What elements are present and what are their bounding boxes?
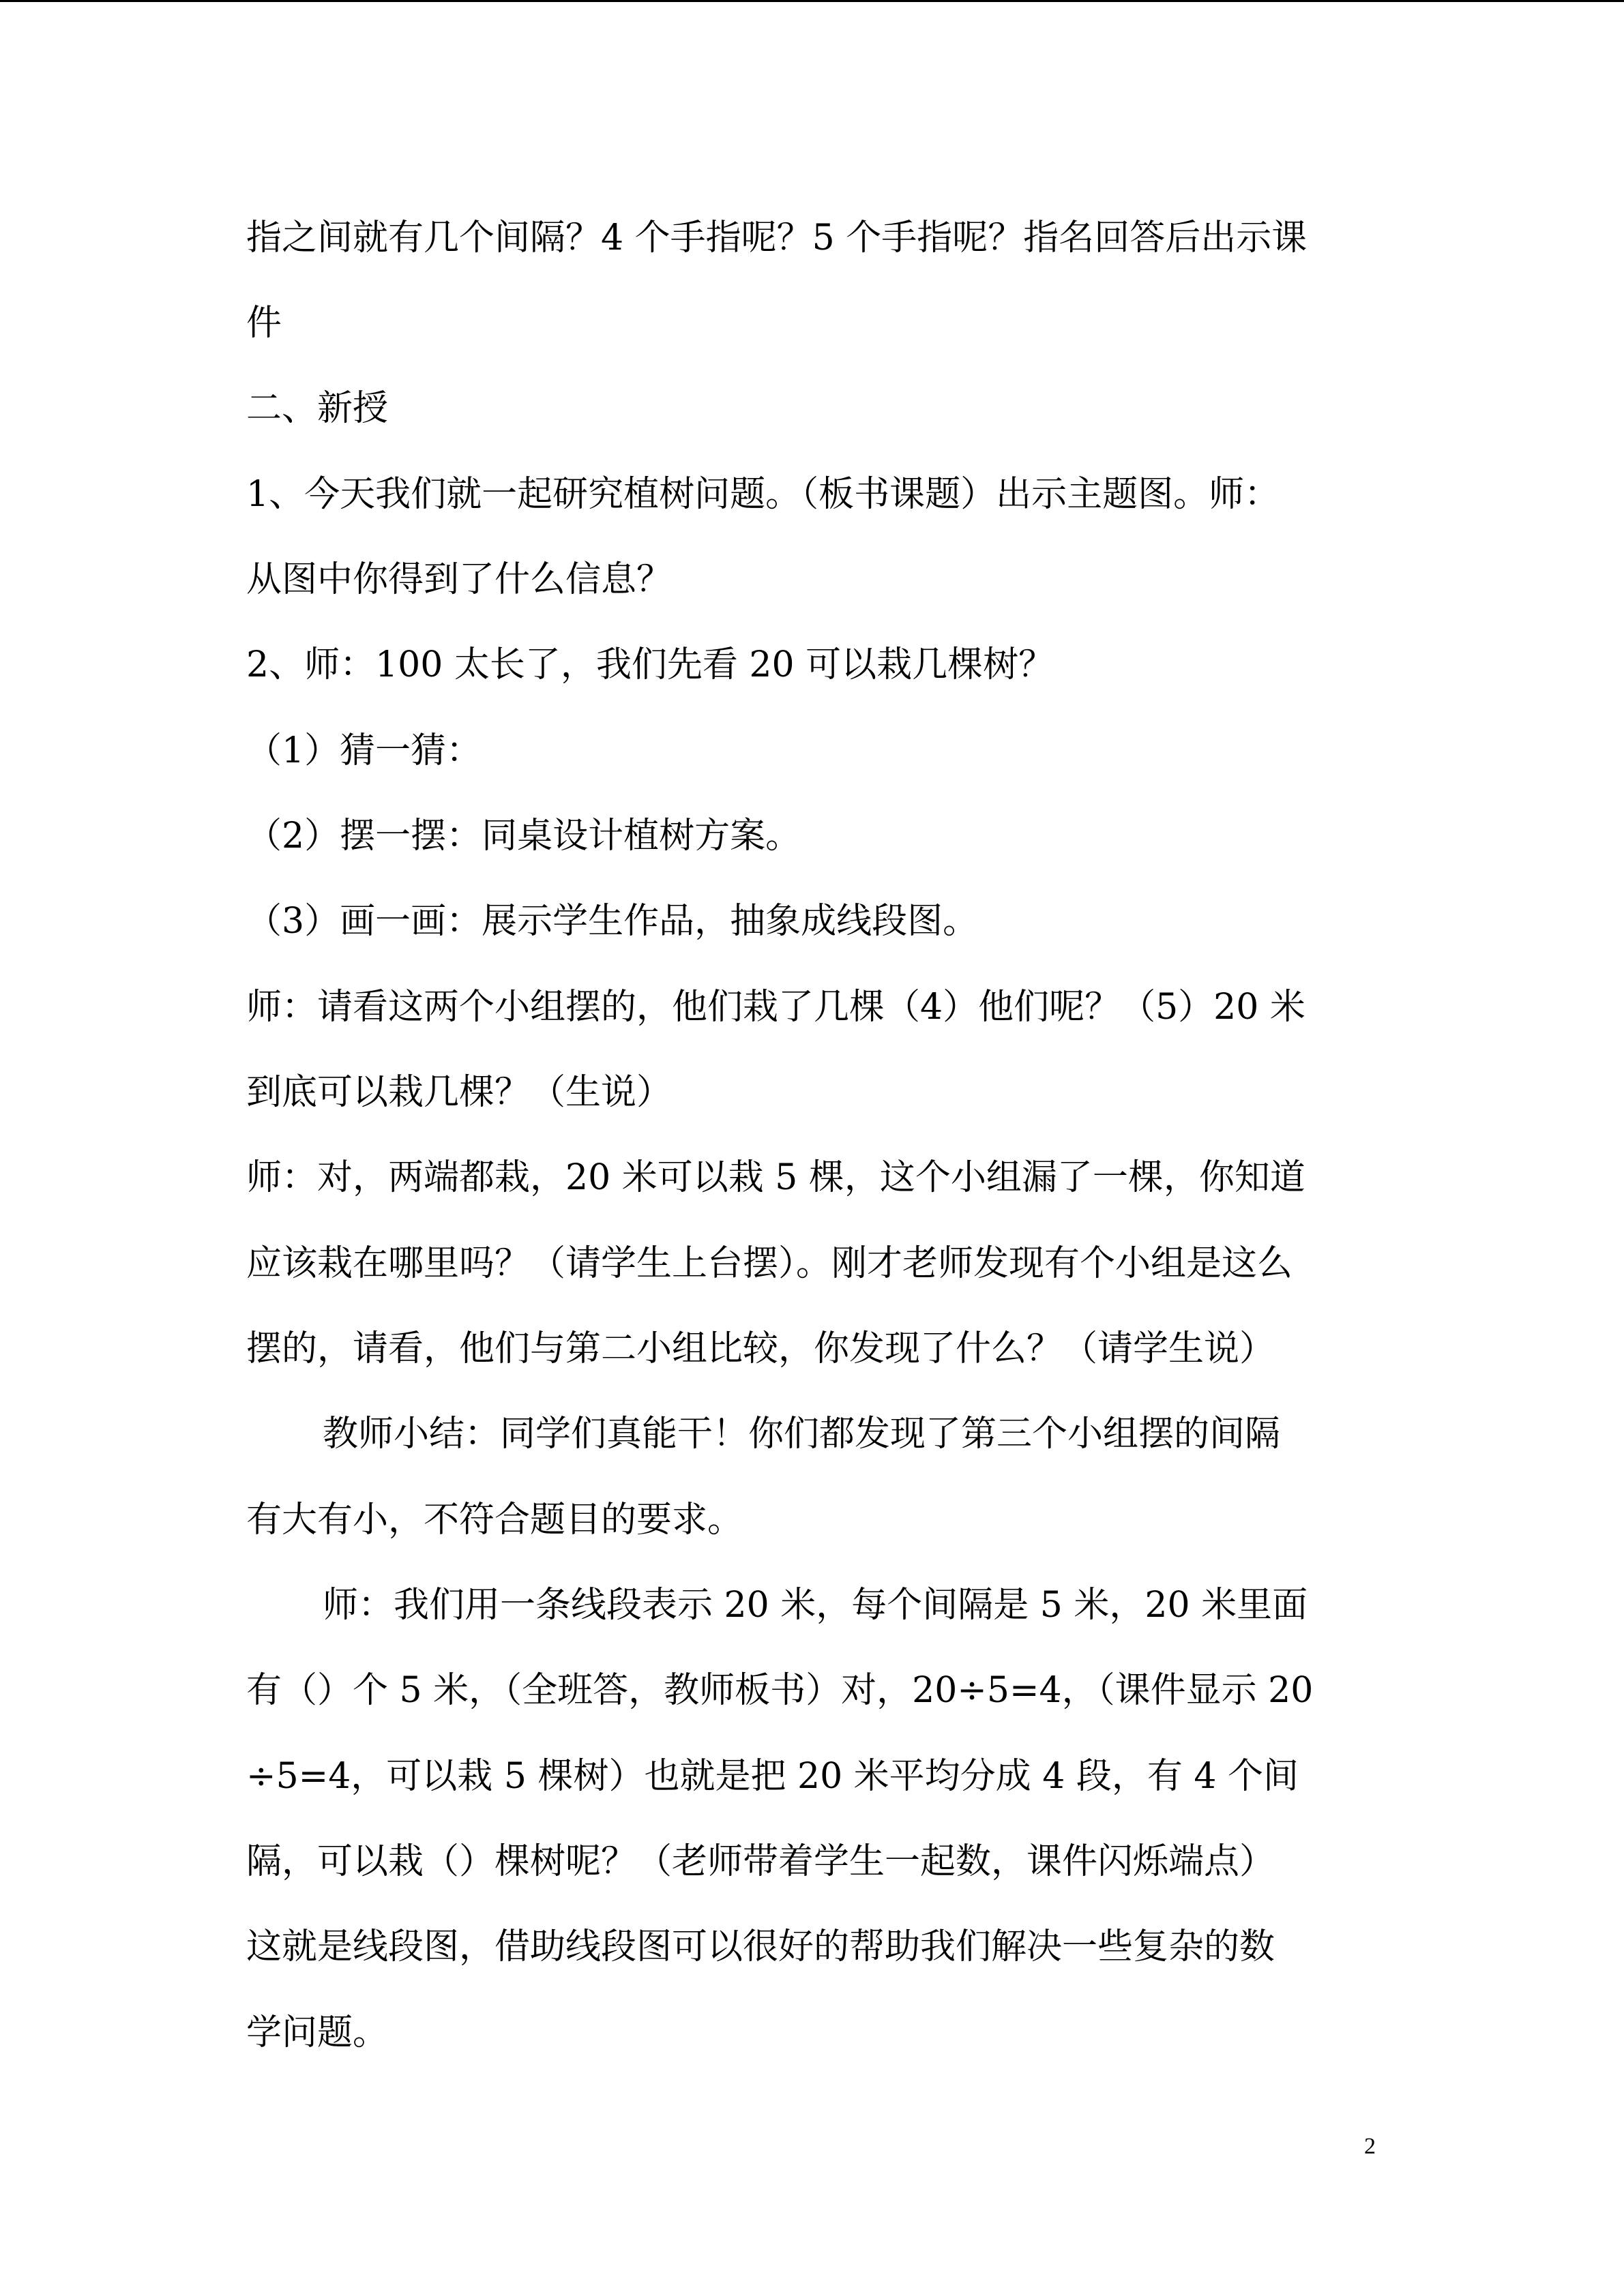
text-line: 师：我们用一条线段表示 20 米，每个间隔是 5 米，20 米里面 bbox=[323, 1585, 1308, 1626]
text-line: 摆的，请看，他们与第二小组比较，你发现了什么？（请学生说） bbox=[246, 1328, 1275, 1369]
text-line: 有大有小，不符合题目的要求。 bbox=[246, 1500, 743, 1540]
text-line: 指之间就有几个间隔？4 个手指呢？5 个手指呢？指名回答后出示课 bbox=[246, 218, 1308, 258]
text-line: 有（）个 5 米，（全班答，教师板书）对，20÷5=4，（课件显示 20 bbox=[246, 1670, 1314, 1711]
text-line: 师：对，两端都栽，20 米可以栽 5 棵，这个小组漏了一棵，你知道 bbox=[246, 1157, 1305, 1198]
page-number: 2 bbox=[1364, 2134, 1376, 2159]
text-line: 1、今天我们就一起研究植树问题。（板书课题）出示主题图。师： bbox=[246, 474, 1280, 515]
text-line: 师：请看这两个小组摆的，他们栽了几棵（4）他们呢？（5）20 米 bbox=[246, 987, 1305, 1028]
section-heading: 二、新授 bbox=[246, 388, 389, 429]
text-line: （1）猜一猜： bbox=[246, 730, 482, 771]
text-line: 件 bbox=[246, 303, 282, 344]
text-line: 教师小结：同学们真能干！你们都发现了第三个小组摆的间隔 bbox=[323, 1414, 1281, 1455]
text-line: 学问题。 bbox=[246, 2012, 389, 2053]
text-line: 2、师：100 太长了，我们先看 20 可以栽几棵树？ bbox=[246, 644, 1054, 685]
text-line: 这就是线段图，借助线段图可以很好的帮助我们解决一些复杂的数 bbox=[246, 1926, 1275, 1967]
text-line: ÷5=4，可以栽 5 棵树）也就是把 20 米平均分成 4 段，有 4 个间 bbox=[246, 1756, 1299, 1797]
text-line: 从图中你得到了什么信息？ bbox=[246, 559, 673, 600]
text-line: 隔，可以栽（）棵树呢？（老师带着学生一起数，课件闪烁端点） bbox=[246, 1841, 1275, 1882]
text-line: 应该栽在哪里吗？（请学生上台摆）。刚才老师发现有个小组是这么 bbox=[246, 1243, 1293, 1284]
text-line: 到底可以栽几棵？（生说） bbox=[246, 1072, 673, 1113]
text-line: （2）摆一摆：同桌设计植树方案。 bbox=[246, 816, 801, 856]
page-top-border bbox=[0, 0, 1624, 2]
text-line: （3）画一画：展示学生作品，抽象成线段图。 bbox=[246, 901, 979, 942]
